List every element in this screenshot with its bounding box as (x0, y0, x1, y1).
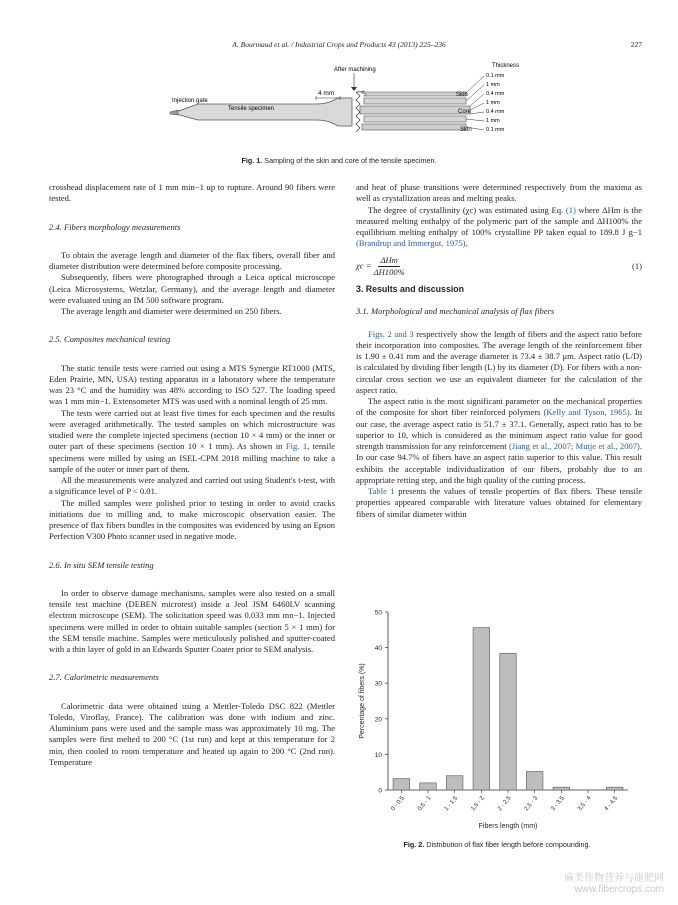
x-tick-label: 4 - 4,5 (603, 795, 620, 813)
paragraph (356, 205, 642, 250)
figure-1-caption (0, 156, 678, 165)
paragraph (356, 396, 642, 486)
watermark-line-1: 麻类作物营养与施肥网 (564, 873, 664, 884)
paragraph (49, 408, 335, 476)
tensile-specimen-label: Tensile specimen (228, 106, 275, 112)
figures-2-3-link[interactable]: Figs. 2 and 3 (368, 328, 414, 339)
section-heading-2-6: 2.6. In situ SEM tensile testing (49, 559, 154, 570)
citation-link[interactable]: (Kelly and Tyson, 1965) (543, 407, 630, 418)
x-tick-label: 3,5 - 4 (576, 795, 593, 813)
figure-2-caption-label: Fig. 2. (403, 840, 425, 849)
x-tick-label: 0 - 0,5 (390, 795, 406, 813)
text-run: respectively show the length of fibers and the aspect ratio before their incorporation into composites. The average length of the reinforcement fiber is 1.90 ± 0.41 mm and the average diameter is 73.4 ± 38.7 μm. Aspect ratio (L/D) is calculated by dividing fiber length (L) by its diameter (D). For fibers with a non-circular cross section we use an equivalent diameter for the calculation of the aspect ratio. (356, 328, 642, 395)
thickness-value: 1 mm (486, 82, 500, 88)
x-tick-label: 3 - 3,5 (550, 795, 566, 813)
y-tick-label: 30 (374, 680, 382, 688)
section-heading-2-4: 2.4. Fibers morphology measurements (49, 221, 181, 232)
paragraph: In order to observe damage mechanisms, samples were also tested on a small tensile test machine (DEBEN microtest) inside a Jeol JSM 6460LV scanning electron microscope (SEM). The solicitation speed was 0.033 mm mn−1. Injected specimens were milled in order to obtain suitable samples (section 5 × 1 mm) for the SEM tensile machine. Samples were meticulously polished and sputter-coated with a thin layer of gold in an Edwards Sputter Coater prior to SEM analysis. (49, 587, 335, 654)
bar (500, 653, 517, 790)
text-run: where ΔHm is the measured melting enthalpy of the polymeric part of the sample and ΔH100% the equilibrium melting enthalpy of 100% crystalline PP taken equal to 189.8 J g−1 (356, 204, 642, 237)
paragraph: crosshead displacement rate of 1 mm min−1 up to rupture. Around 90 fibers were tested. (49, 182, 335, 204)
skin-top-label: Skin (456, 92, 468, 98)
citation-link[interactable]: (Brandrup and Immergut, 1975) (356, 238, 466, 249)
left-column (49, 182, 335, 768)
equation-body (356, 255, 405, 279)
watermark (564, 873, 664, 895)
figure-2-caption-text: Distribution of flax fiber length before compounding. (426, 840, 591, 849)
bar (526, 771, 543, 790)
bar (553, 787, 570, 790)
y-tick-label: 20 (374, 716, 382, 724)
injection-gate-label: Injection gate (172, 98, 208, 104)
after-machining-label: After machining (334, 67, 376, 73)
core-label: Core (458, 109, 472, 115)
y-tick-label: 10 (374, 751, 382, 759)
x-tick-label: 0,5 - 1 (416, 795, 433, 813)
layer-stack (356, 91, 470, 130)
bar (393, 779, 410, 790)
skin-bottom-label: Skin (460, 127, 472, 133)
figure-2-caption (352, 840, 642, 849)
y-tick-label: 40 (374, 645, 382, 653)
x-tick-label: 1,5 - 2 (470, 795, 486, 813)
paragraph: Calorimetric data were obtained using a Mettler-Toledo DSC 822 (Mettler Toledo, Viroflay, France). The calibration was done with indium and zinc. Aluminium pans were used and the sample mass was approximately 10 mg. The samples were first melted to 200 °C (1st run) and kept at this temperature for 2 min, then cooled to room temperature and heated up again to 200 °C (2nd run). Temperature (49, 700, 335, 767)
section-heading-2-5: 2.5. Composites mechanical testing (49, 334, 171, 345)
thickness-leaders (466, 76, 484, 130)
thickness-label: Thickness (492, 63, 520, 69)
watermark-line-2: www.fibercrops.com (574, 884, 664, 895)
text-run: The aspect ratio is the most significant parameter on the mechanical properties of the composite for short fiber reinforced polymers (356, 396, 642, 418)
x-tick-label: 2 - 2,5 (496, 795, 513, 813)
figure-1-diagram (166, 60, 526, 152)
citation-link[interactable]: (Jiang et al., 2007; Mutje et al., 2007) (509, 441, 640, 451)
running-head: A. Bourmaud et al. / Industrial Crops and Products 43 (2013) 225–236 (232, 40, 446, 49)
table-1-link[interactable]: Table 1 (368, 486, 395, 496)
text-run: . (465, 238, 468, 249)
bar (606, 787, 623, 790)
paragraph: The static tensile tests were carried out using a MTS Synergie RT1000 (MTS, Eden Prairie, MN, USA) testing apparatus in a laboratory where the temperature was 23 °C and the humidity was 48% according to ISO 527. The loading speed was 1 mm min−1. Extensometer MTS was used with a nominal length of 25 mm. (49, 362, 335, 407)
thickness-value: 1 mm (486, 100, 500, 106)
thickness-value: 1 mm (486, 118, 500, 124)
x-tick-label: 1 - 1,5 (443, 795, 460, 813)
y-tick-label: 0 (378, 787, 382, 795)
paragraph: The milled samples were polished prior to testing in order to avoid cracks initiations due to milling and, to make microscopic observation easier. The presence of flax fibers bundles in the composites was evidenced by using an Epson Perfection V300 Photo scanner used in negative mode. (49, 497, 335, 542)
paragraph: To obtain the average length and diameter of the flax fibers, overall fiber and diameter distribution were determined before composite processing. (49, 249, 335, 271)
equation-denominator: ΔH100% (373, 266, 405, 277)
figure-2-chart (352, 602, 642, 834)
section-heading-2-7: 2.7. Calorimetric measurements (49, 672, 159, 683)
thickness-values (486, 73, 505, 133)
y-tick-label: 50 (374, 609, 382, 617)
paragraph: All the measurements were analyzed and carried out using Student's t-test, with a significance level of P < 0.01. (49, 475, 335, 497)
thickness-value: 0.1 mm (486, 73, 505, 79)
equation-link[interactable]: (1) (565, 204, 576, 215)
paragraph: and heat of phase transitions were determined respectively from the maxima as well as crystallization areas and melting peaks. (356, 182, 642, 204)
right-column (356, 182, 642, 520)
thickness-value: 0.4 mm (486, 109, 505, 115)
equation-1 (356, 255, 642, 279)
text-run: The tests were carried out at least five times for each specimen and the results were averaged arithmetically. The tested samples on which microstructure was studied were the complete injected specimens (section 10 × 4 mm) or the inner or outer part of these specimens (section 10 × 1 mm). As shown in (49, 407, 335, 452)
y-axis-label: Percentage of fibers (%) (359, 663, 366, 739)
x-tick-label: 2,5 - 3 (523, 795, 540, 813)
equation-numerator: ΔHm (378, 255, 399, 267)
thickness-value: 0.4 mm (486, 91, 505, 97)
figure-1-link[interactable]: Fig. 1 (285, 441, 308, 452)
paragraph: The average length and diameter were determined on 250 fibers. (61, 306, 282, 316)
figure-1-caption-label: Fig. 1. (241, 156, 263, 165)
width-label: 4 mm (318, 90, 335, 97)
text-run: , tensile specimens were milled by using an ISEL-CPM 2018 milling machine to take a sample of the outer or inner part of them. (49, 441, 335, 474)
text-run: . In our case, the average aspect ratio is 51.7 ± 37.1. Generally, aspect ratio has to be superior to 10, which is considered as the minimum aspect ratio value for good strength transmission for any reinforcement (356, 407, 642, 451)
paragraph: Subsequently, fibers were photographed through a Leica optical microscope (Leica Microsystems, Wetzlar, Germany), and the average length and diameter were evaluated using an IM 500 software program. (49, 272, 335, 305)
equation-number: (1) (632, 260, 642, 271)
injection-gate-shape (170, 110, 178, 115)
bar (420, 783, 437, 790)
thickness-value: 0.1 mm (486, 127, 505, 133)
text-run: The degree of crystallinity (χc) was estimated using Eq. (368, 204, 566, 215)
section-heading-3: 3. Results and discussion (356, 284, 465, 294)
x-axis-label: Fibers length (mm) (478, 823, 538, 830)
text-run: . In our case 94.7% of fibers have an aspect ratio superior to this value. This result exhibits the acceptable individualization of our fibers, probably due to an appropriate retting step, and the high quality of the cutting process. (356, 441, 642, 485)
equation-fraction (374, 255, 405, 279)
paragraph (356, 329, 642, 397)
page-number: 227 (630, 40, 642, 49)
section-heading-3-1: 3.1. Morphological and mechanical analysis of flax fibers (356, 306, 555, 317)
text-run: presents the values of tensile properties of flax fibers. These tensile properties appeared comparable with literature values obtained for elementary fibers of similar diameter within (356, 486, 642, 519)
bar (446, 776, 463, 790)
bar (473, 628, 490, 790)
paragraph (356, 486, 642, 520)
figure-1-caption-text: Sampling of the skin and core of the tensile specimen. (264, 156, 437, 165)
layer-skin-top (356, 91, 466, 96)
equation-lhs: χc = (356, 260, 372, 271)
